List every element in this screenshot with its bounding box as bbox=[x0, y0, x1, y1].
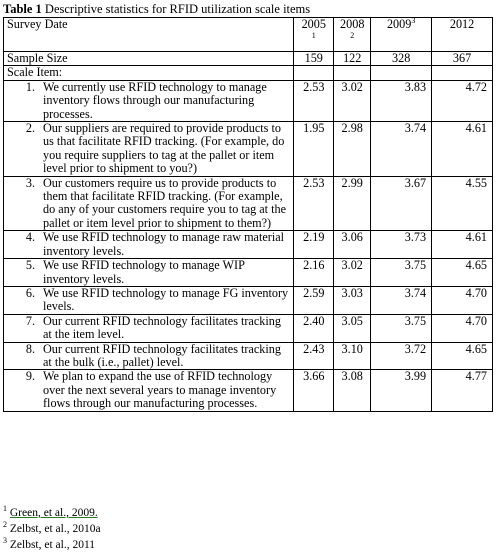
footnote-marker: 3 bbox=[3, 536, 7, 546]
scale-item-cell bbox=[4, 314, 294, 342]
mean-value: 2.40 bbox=[294, 314, 334, 342]
table-row bbox=[4, 176, 493, 231]
mean-value: 3.08 bbox=[334, 370, 371, 411]
table-row bbox=[4, 314, 493, 342]
table-row bbox=[4, 259, 493, 287]
mean-value: 2.43 bbox=[294, 342, 334, 370]
item-text: We plan to expand the use of RFID technology over the next several years to manage inventory flows through our manufacturing processes. bbox=[43, 369, 277, 411]
year-header-2012: 2012 bbox=[432, 18, 493, 52]
mean-value: 2.99 bbox=[334, 176, 371, 231]
scale-item-cell bbox=[4, 286, 294, 314]
mean-value: 3.72 bbox=[371, 342, 432, 370]
item-number: 7. bbox=[25, 313, 35, 328]
mean-value: 3.03 bbox=[334, 286, 371, 314]
mean-value: 3.74 bbox=[371, 286, 432, 314]
table-row bbox=[4, 370, 493, 411]
footnote bbox=[3, 505, 101, 521]
footnote-text[interactable]: Green, et al., 2009. bbox=[9, 507, 98, 519]
scale-item-cell bbox=[4, 122, 294, 177]
mean-value: 2.19 bbox=[294, 231, 334, 259]
scale-item-cell bbox=[4, 231, 294, 259]
mean-value: 3.83 bbox=[371, 80, 432, 121]
mean-value: 3.73 bbox=[371, 231, 432, 259]
item-number: 1. bbox=[25, 79, 35, 94]
item-text: Our current RFID technology facilitates tracking at the bulk (i.e., pallet) level. bbox=[43, 341, 281, 369]
item-text: Our current RFID technology facilitates tracking at the item level. bbox=[43, 313, 281, 342]
footnote bbox=[3, 537, 101, 553]
item-number: 9. bbox=[25, 369, 35, 384]
mean-value: 2.98 bbox=[334, 122, 371, 177]
scale-item-cell bbox=[4, 80, 294, 121]
mean-value: 2.53 bbox=[294, 176, 334, 231]
mean-value: 4.65 bbox=[432, 342, 493, 370]
mean-value: 4.61 bbox=[432, 231, 493, 259]
caption-label: Table 1 bbox=[3, 2, 42, 16]
table-row bbox=[4, 231, 493, 259]
mean-value: 4.70 bbox=[432, 314, 493, 342]
footnote-text: Zelbst, et al., 2010a bbox=[9, 523, 101, 536]
sample-size-value: 367 bbox=[432, 52, 493, 66]
item-number: 8. bbox=[25, 341, 35, 356]
item-number: 2. bbox=[25, 121, 35, 136]
survey-date-header: Survey Date bbox=[4, 18, 294, 52]
footnote-marker: 1 bbox=[3, 504, 7, 514]
scale-item-cell bbox=[4, 342, 294, 370]
item-number: 4. bbox=[25, 230, 35, 245]
year-header-2009: 2009$^3$ bbox=[371, 18, 432, 52]
mean-value: 3.75 bbox=[371, 314, 432, 342]
mean-value: 4.65 bbox=[432, 259, 493, 287]
mean-value: 3.06 bbox=[334, 231, 371, 259]
header-row bbox=[4, 18, 493, 52]
item-number: 5. bbox=[25, 258, 35, 273]
mean-value: 3.02 bbox=[334, 80, 371, 121]
mean-value: 4.61 bbox=[432, 122, 493, 177]
mean-value: 4.77 bbox=[432, 370, 493, 411]
table-row bbox=[4, 122, 493, 177]
footnotes bbox=[3, 505, 101, 554]
footnote-text: Zelbst, et al., 2011 bbox=[9, 539, 96, 552]
item-text: We currently use RFID technology to manage inventory flows through our manufacturing processes. bbox=[43, 79, 267, 121]
statistics-table bbox=[3, 17, 493, 412]
mean-value: 2.53 bbox=[294, 80, 334, 121]
mean-value: 3.02 bbox=[334, 259, 371, 287]
scale-item-cell bbox=[4, 370, 294, 411]
scale-item-label: Scale Item: bbox=[4, 66, 294, 80]
scale-item-row bbox=[4, 66, 493, 80]
mean-value: 4.72 bbox=[432, 80, 493, 121]
year-header-2005: 2005 1 bbox=[294, 18, 334, 52]
mean-value: 3.05 bbox=[334, 314, 371, 342]
mean-value: 1.95 bbox=[294, 122, 334, 177]
table-row bbox=[4, 80, 493, 121]
mean-value: 3.99 bbox=[371, 370, 432, 411]
scale-item-cell bbox=[4, 259, 294, 287]
mean-value: 3.66 bbox=[294, 370, 334, 411]
table-row bbox=[4, 342, 493, 370]
item-number: 6. bbox=[25, 285, 35, 300]
table-row bbox=[4, 286, 493, 314]
mean-value: 2.16 bbox=[294, 259, 334, 287]
table-caption bbox=[3, 2, 310, 17]
mean-value: 4.70 bbox=[432, 286, 493, 314]
sample-size-value: 159 bbox=[294, 52, 334, 66]
year-header-2008: 2008 2 bbox=[334, 18, 371, 52]
sample-size-label: Sample Size bbox=[4, 52, 294, 66]
mean-value: 3.74 bbox=[371, 122, 432, 177]
item-text: Our customers require us to provide products to them that facilitate RFID tracking. (For example, do any of your customers require you to tag at the pallet or item level prior to shipment to them?) bbox=[43, 175, 287, 230]
footnote-marker: 2 bbox=[3, 520, 7, 530]
item-number: 3. bbox=[25, 175, 35, 190]
item-text: Our suppliers are required to provide products to us that facilitate RFID tracking. (For example, do you require suppliers to tag at the pallet or item level prior to shipment to you?) bbox=[43, 121, 285, 176]
sample-size-value: 328 bbox=[371, 52, 432, 66]
mean-value: 2.59 bbox=[294, 286, 334, 314]
item-text: We use RFID technology to manage WIP inventory levels. bbox=[43, 258, 245, 286]
mean-value: 3.67 bbox=[371, 176, 432, 231]
item-text: We use RFID technology to manage raw material inventory levels. bbox=[43, 230, 284, 258]
sample-size-row bbox=[4, 52, 493, 66]
mean-value: 4.55 bbox=[432, 176, 493, 231]
item-text: We use RFID technology to manage FG inventory levels. bbox=[43, 285, 289, 314]
scale-item-cell bbox=[4, 176, 294, 231]
caption-text: Descriptive statistics for RFID utilization scale items bbox=[41, 2, 311, 16]
mean-value: 3.75 bbox=[371, 259, 432, 287]
sample-size-value: 122 bbox=[334, 52, 371, 66]
mean-value: 3.10 bbox=[334, 342, 371, 370]
footnote bbox=[3, 521, 101, 537]
